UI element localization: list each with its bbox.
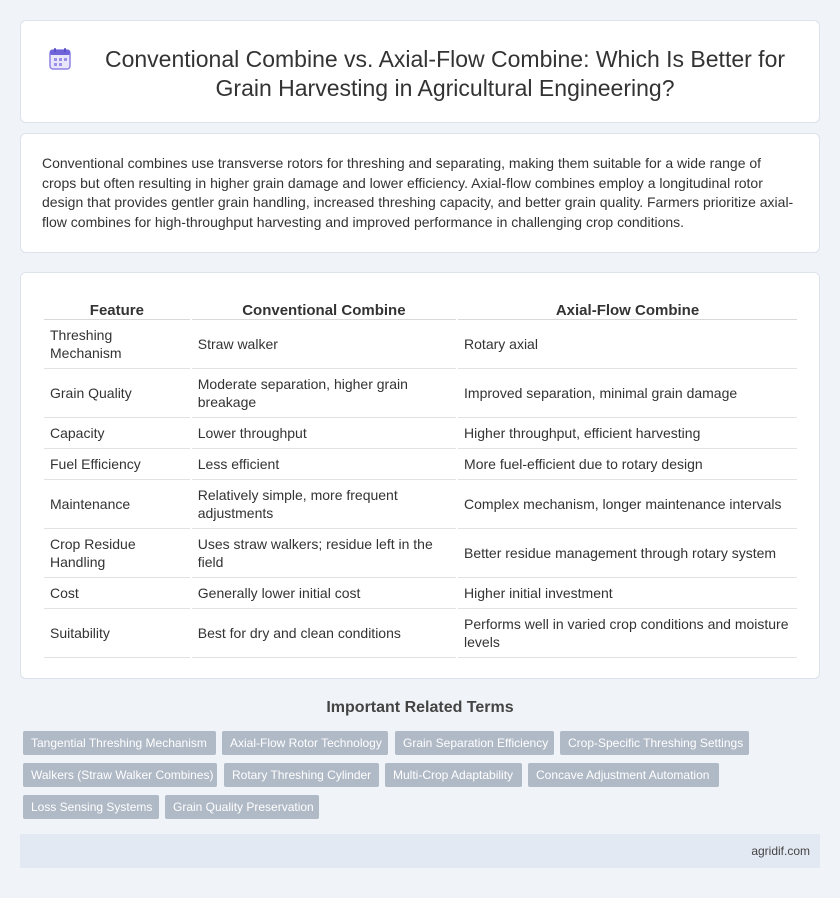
cell-axial: Complex mechanism, longer maintenance intervals — [458, 480, 797, 529]
cell-feature: Maintenance — [44, 480, 190, 529]
table-row — [44, 529, 797, 578]
column-header-axial: Axial-Flow Combine — [458, 293, 797, 320]
cell-axial: Better residue management through rotary system — [458, 529, 797, 578]
cell-conventional: Generally lower initial cost — [192, 578, 456, 609]
cell-axial: Improved separation, minimal grain damage — [458, 369, 797, 418]
related-term-tag[interactable]: Concave Adjustment Automation — [528, 763, 719, 787]
cell-conventional: Less efficient — [192, 449, 456, 480]
calendar-icon — [48, 47, 72, 71]
cell-axial: Higher throughput, efficient harvesting — [458, 418, 797, 449]
related-term-tag[interactable]: Grain Quality Preservation — [165, 795, 319, 819]
cell-feature: Fuel Efficiency — [44, 449, 190, 480]
related-term-tag[interactable]: Rotary Threshing Cylinder — [224, 763, 379, 787]
related-term-tag[interactable]: Tangential Threshing Mechanism — [23, 731, 216, 755]
footer — [20, 834, 820, 868]
table-row — [44, 449, 797, 480]
table-row — [44, 320, 797, 369]
cell-axial: Rotary axial — [458, 320, 797, 369]
cell-conventional: Lower throughput — [192, 418, 456, 449]
cell-conventional: Straw walker — [192, 320, 456, 369]
cell-axial: More fuel-efficient due to rotary design — [458, 449, 797, 480]
cell-feature: Cost — [44, 578, 190, 609]
cell-feature: Capacity — [44, 418, 190, 449]
related-term-tag[interactable]: Walkers (Straw Walker Combines) — [23, 763, 217, 787]
related-term-tag[interactable]: Axial-Flow Rotor Technology — [222, 731, 388, 755]
cell-conventional: Relatively simple, more frequent adjustments — [192, 480, 456, 529]
cell-conventional: Best for dry and clean conditions — [192, 609, 456, 658]
column-header-conventional: Conventional Combine — [192, 293, 456, 320]
cell-feature: Threshing Mechanism — [44, 320, 190, 369]
cell-feature: Crop Residue Handling — [44, 529, 190, 578]
column-header-feature: Feature — [44, 293, 190, 320]
related-term-tag[interactable]: Crop-Specific Threshing Settings — [560, 731, 749, 755]
related-term-tag[interactable]: Multi-Crop Adaptability — [385, 763, 522, 787]
related-term-tag[interactable]: Loss Sensing Systems — [23, 795, 159, 819]
intro-card — [20, 133, 820, 253]
page-title: Conventional Combine vs. Axial-Flow Combine: Which Is Better for Grain Harvesting in Agricultural Engineering? — [104, 46, 786, 101]
header-card — [20, 20, 820, 123]
table-row — [44, 480, 797, 529]
related-term-tag[interactable]: Grain Separation Efficiency — [395, 731, 554, 755]
table-header-row — [44, 293, 797, 320]
comparison-table — [42, 293, 799, 658]
table-row — [44, 609, 797, 658]
comparison-table-card — [20, 272, 820, 679]
cell-feature: Grain Quality — [44, 369, 190, 418]
related-terms-title: Important Related Terms — [326, 699, 514, 716]
cell-axial: Performs well in varied crop conditions and moisture levels — [458, 609, 797, 658]
cell-axial: Higher initial investment — [458, 578, 797, 609]
table-row — [44, 418, 797, 449]
intro-paragraph: Conventional combines use transverse rotors for threshing and separating, making them suitable for a wide range of crops but often resulting in higher grain damage and lower efficiency. Axial-flow combines employ a longitudinal rotor design that provides gentler grain handling, increased threshing capacity, and better grain quality. Farmers prioritize axial-flow combines for high-throughput harvesting and improved performance in challenging crop conditions. — [42, 155, 794, 230]
footer-site-link[interactable]: agridif.com — [751, 844, 810, 858]
cell-conventional: Moderate separation, higher grain breakage — [192, 369, 456, 418]
cell-feature: Suitability — [44, 609, 190, 658]
table-row — [44, 578, 797, 609]
cell-conventional: Uses straw walkers; residue left in the field — [192, 529, 456, 578]
table-row — [44, 369, 797, 418]
